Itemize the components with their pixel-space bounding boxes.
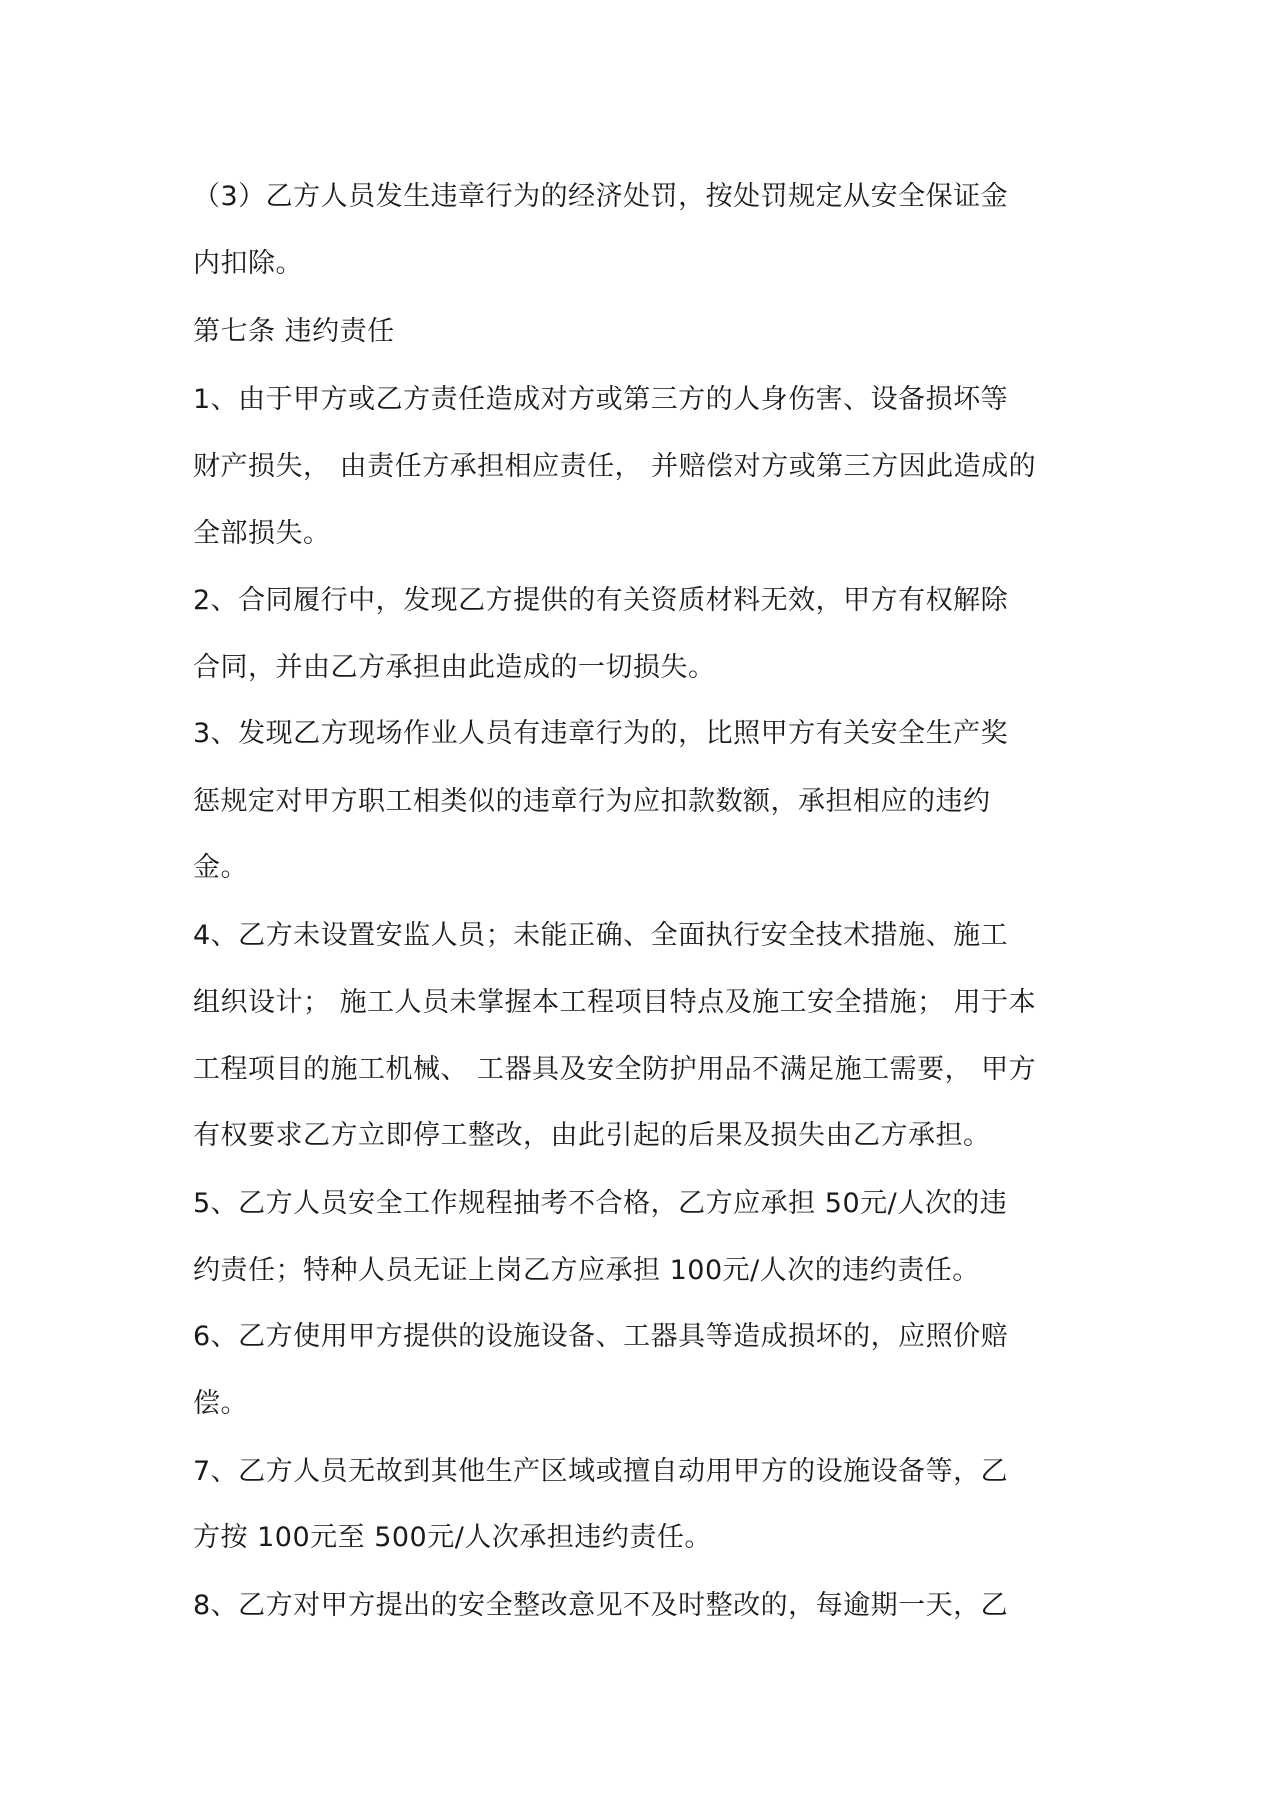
text-line-4: 1、由于甲方或乙方责任造成对方或第三方的人身伤害、设备损坏等 xyxy=(193,384,1009,415)
text-line-8: 合同，并由乙方承担由此造成的一切损失。 xyxy=(193,652,716,683)
text-line-15: 有权要求乙方立即停工整改，由此引起的后果及损失由乙方承担。 xyxy=(193,1120,991,1151)
text-line-12: 4、乙方未设置安监人员；未能正确、全面执行安全技术措施、施工 xyxy=(193,920,1009,951)
text-line-10: 惩规定对甲方职工相类似的违章行为应扣款数额，承担相应的违约 xyxy=(193,786,991,817)
text-line-19: 偿。 xyxy=(193,1388,248,1419)
section-heading: 第七条 违约责任 xyxy=(193,316,395,347)
text-line-17: 约责任；特种人员无证上岗乙方应承担 100元/人次的违约责任。 xyxy=(193,1255,980,1286)
text-line-2: 内扣除。 xyxy=(193,248,303,279)
text-line-1: （3）乙方人员发生违章行为的经济处罚，按处罚规定从安全保证金 xyxy=(193,181,1009,212)
text-line-22: 8、乙方对甲方提出的安全整改意见不及时整改的，每逾期一天，乙 xyxy=(193,1590,1009,1621)
text-line-5: 财产损失， 由责任方承担相应责任， 并赔偿对方或第三方因此造成的 xyxy=(193,451,1037,482)
text-line-20: 7、乙方人员无故到其他生产区域或擅自动用甲方的设施设备等，乙 xyxy=(193,1456,1009,1487)
text-line-13: 组织设计； 施工人员未掌握本工程项目特点及施工安全措施； 用于本 xyxy=(193,987,1037,1018)
text-line-18: 6、乙方使用甲方提供的设施设备、工器具等造成损坏的，应照价赔 xyxy=(193,1321,1009,1352)
text-line-16: 5、乙方人员安全工作规程抽考不合格，乙方应承担 50元/人次的违 xyxy=(193,1188,1008,1219)
text-line-11: 金。 xyxy=(193,852,248,883)
text-line-7: 2、合同履行中，发现乙方提供的有关资质材料无效，甲方有权解除 xyxy=(193,585,1009,616)
text-line-14: 工程项目的施工机械、 工器具及安全防护用品不满足施工需要， 甲方 xyxy=(193,1054,1037,1085)
text-line-21: 方按 100元至 500元/人次承担违约责任。 xyxy=(193,1522,712,1553)
text-line-9: 3、发现乙方现场作业人员有违章行为的，比照甲方有关安全生产奖 xyxy=(193,718,1009,749)
text-line-6: 全部损失。 xyxy=(193,518,331,549)
